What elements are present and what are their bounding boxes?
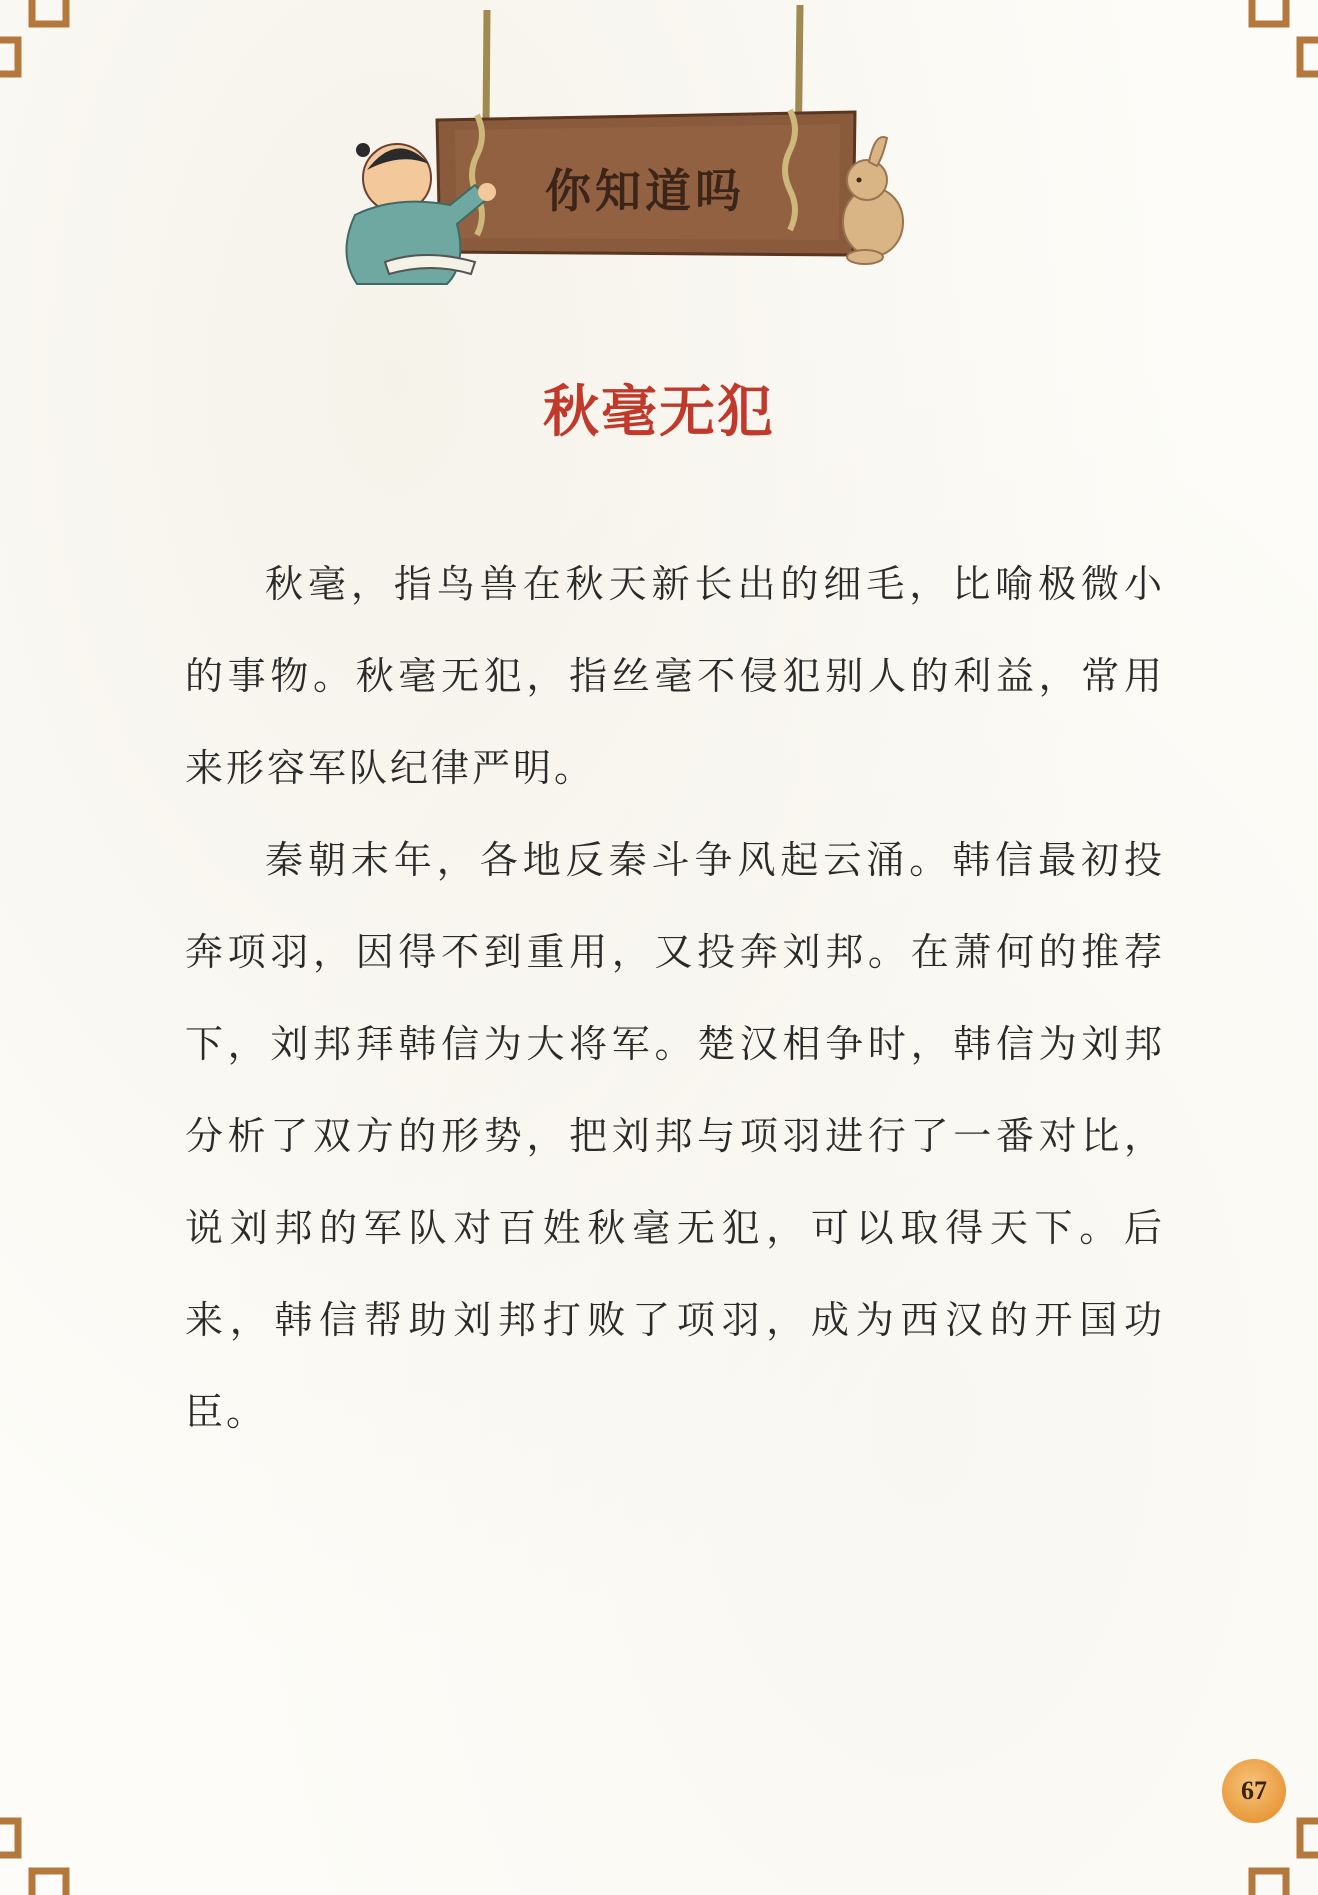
paragraph: 秋毫，指鸟兽在秋天新长出的细毛，比喻极微小的事物。秋毫无犯，指丝毫不侵犯别人的利益，常用来形容军队纪律严明。 — [185, 562, 1165, 790]
corner-ornament-icon — [0, 0, 80, 80]
hanging-sign-illustration — [345, 0, 915, 300]
corner-ornament-icon — [1238, 0, 1318, 80]
article-title: 秋毫无犯 — [543, 380, 775, 445]
corner-ornament-icon — [1238, 1815, 1318, 1895]
paragraph: 秦朝末年，各地反秦斗争风起云涌。韩信最初投奔项羽，因得不到重用，又投奔刘邦。在萧何的推荐下，刘邦拜韩信为大将军。楚汉相争时，韩信为刘邦分析了双方的形势，把刘邦与项羽进行了一番对比，说刘邦的军队对百姓秋毫无犯，可以取得天下。后来，韩信帮助刘邦打败了项羽，成为西汉的开国功臣。 — [185, 838, 1165, 1434]
page-number-badge: 67 — [1222, 1759, 1286, 1823]
article-body — [185, 538, 1165, 1458]
sign-label: 你知道吗 — [545, 164, 745, 218]
corner-ornament-icon — [0, 1815, 80, 1895]
